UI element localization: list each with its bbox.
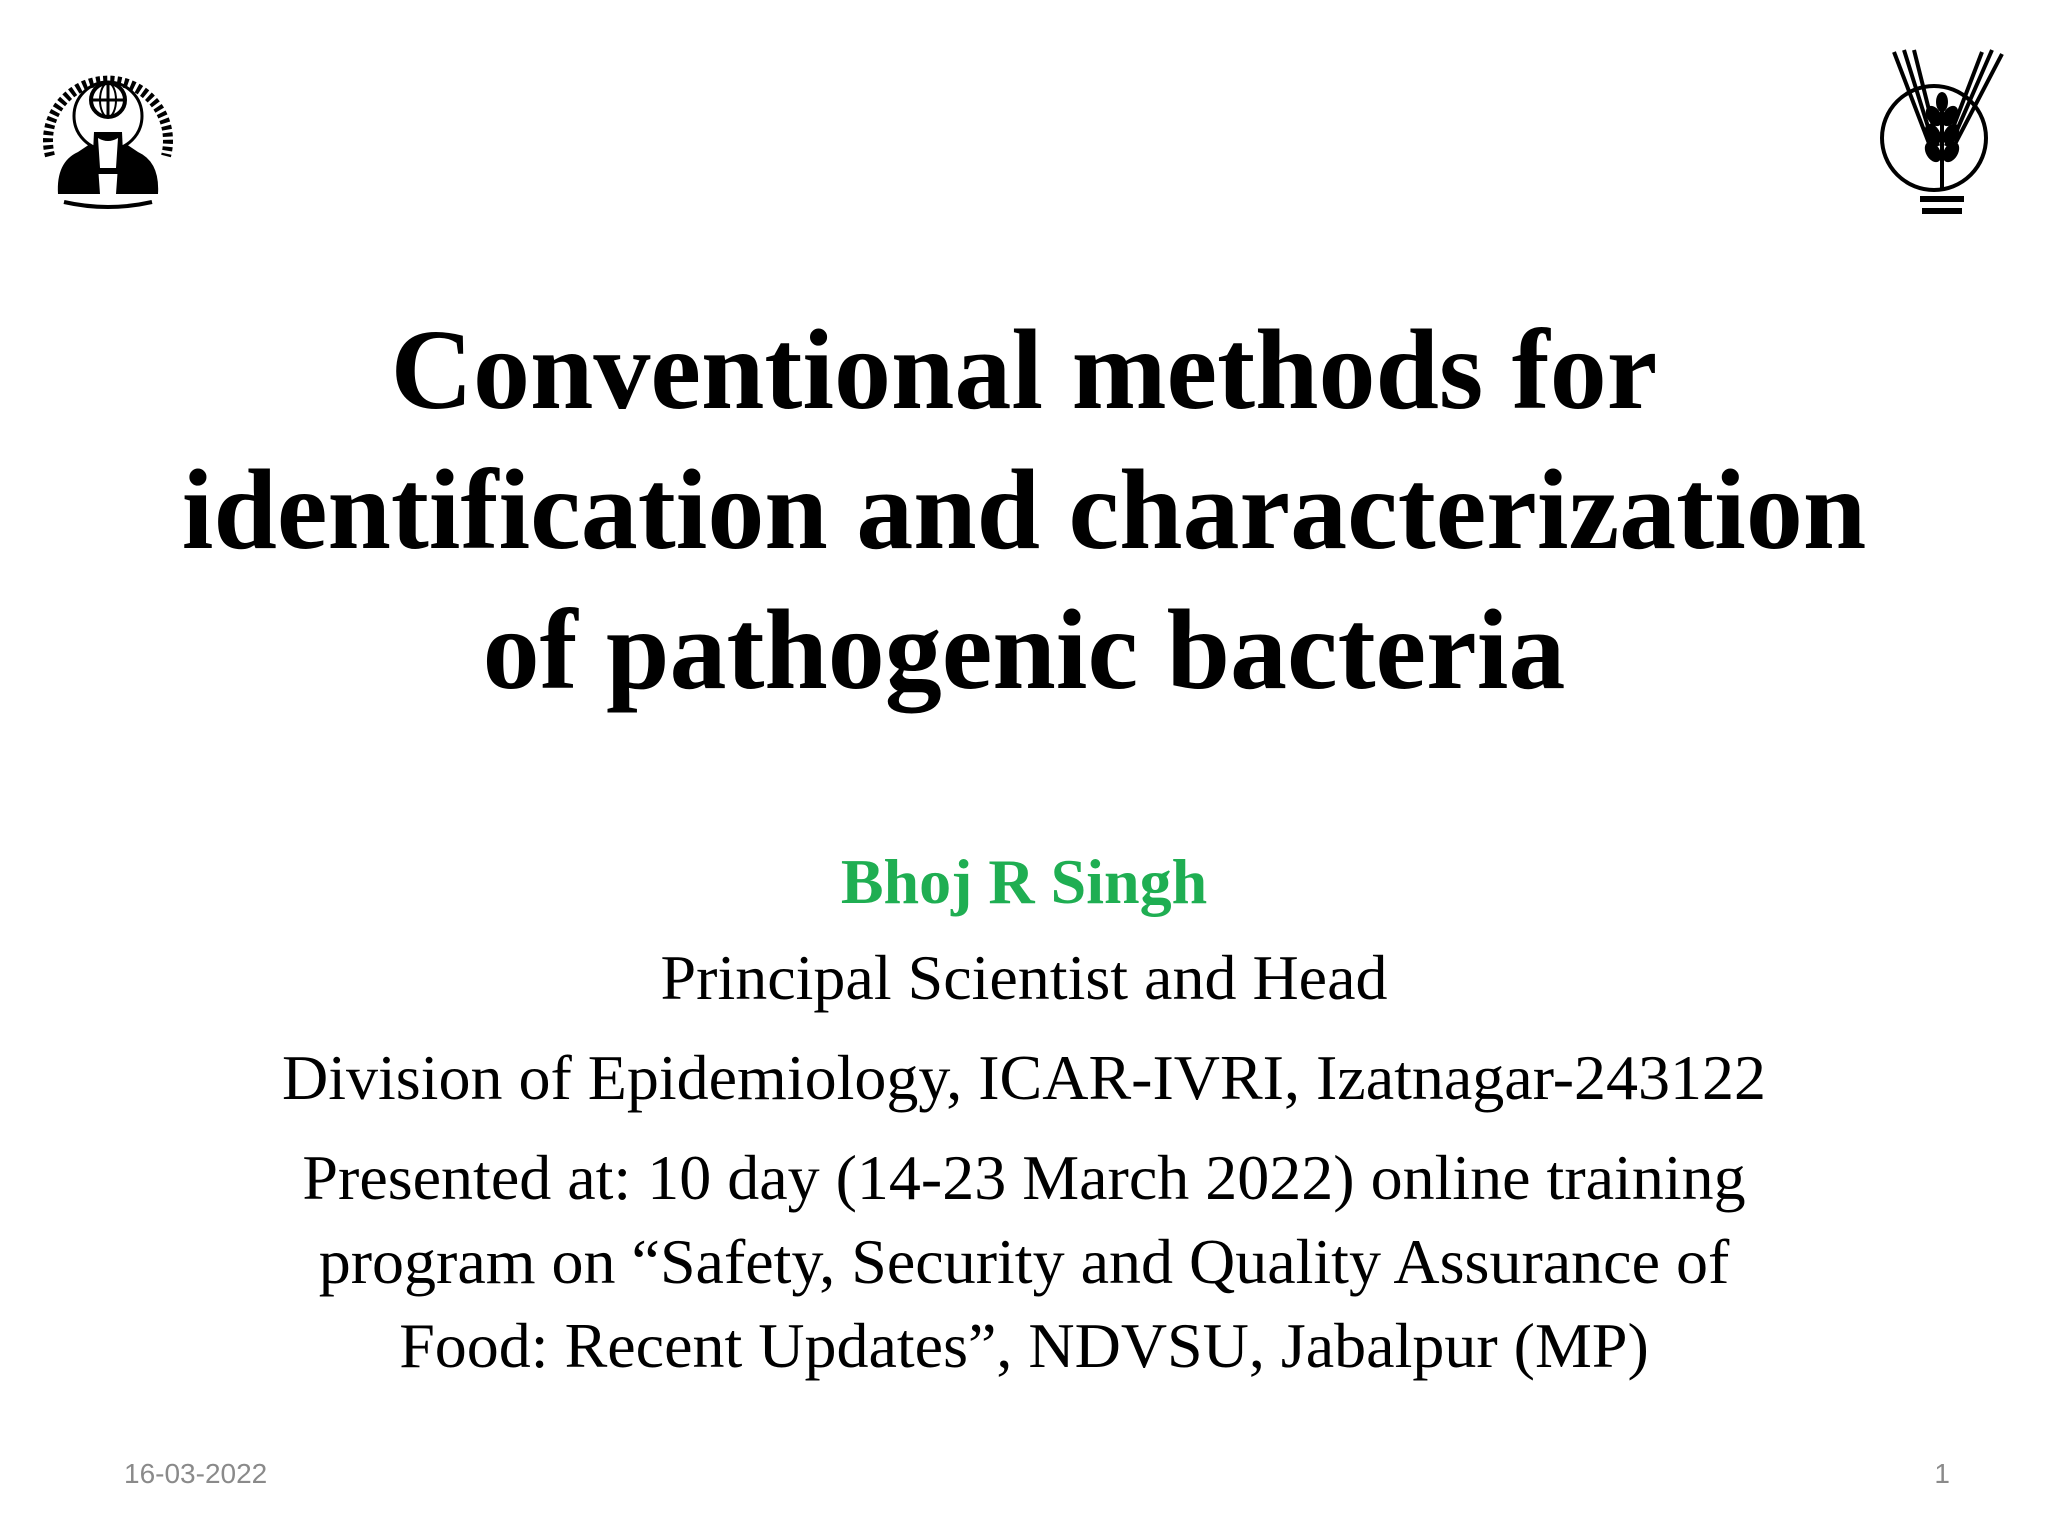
author-designation: Principal Scientist and Head [660, 942, 1388, 1013]
ivri-emblem-icon [28, 44, 188, 224]
presented-line-3: Food: Recent Updates”, NDVSU, Jabalpur (MP) [399, 1310, 1649, 1381]
presentation-venue [160, 1136, 1888, 1388]
footer-date: 16-03-2022 [124, 1458, 268, 1489]
slide-title [120, 300, 1928, 720]
title-line-2: identification and characterization [181, 446, 1867, 573]
presented-line-2: program on “Safety, Security and Quality Assurance of [318, 1226, 1730, 1297]
title-line-1: Conventional methods for [390, 306, 1658, 433]
author-affiliation: Division of Epidemiology, ICAR-IVRI, Izatnagar-243122 [281, 1042, 1767, 1113]
presented-line-1: Presented at: 10 day (14-23 March 2022) online training [302, 1142, 1746, 1213]
title-line-3: of pathogenic bacteria [482, 586, 1566, 713]
ivri-logo [28, 44, 188, 224]
page-number: 1 [1934, 1458, 1950, 1489]
icar-logo [1872, 46, 2012, 222]
icar-wheat-emblem-icon [1872, 46, 2012, 222]
author-name: Bhoj R Singh [840, 846, 1208, 917]
